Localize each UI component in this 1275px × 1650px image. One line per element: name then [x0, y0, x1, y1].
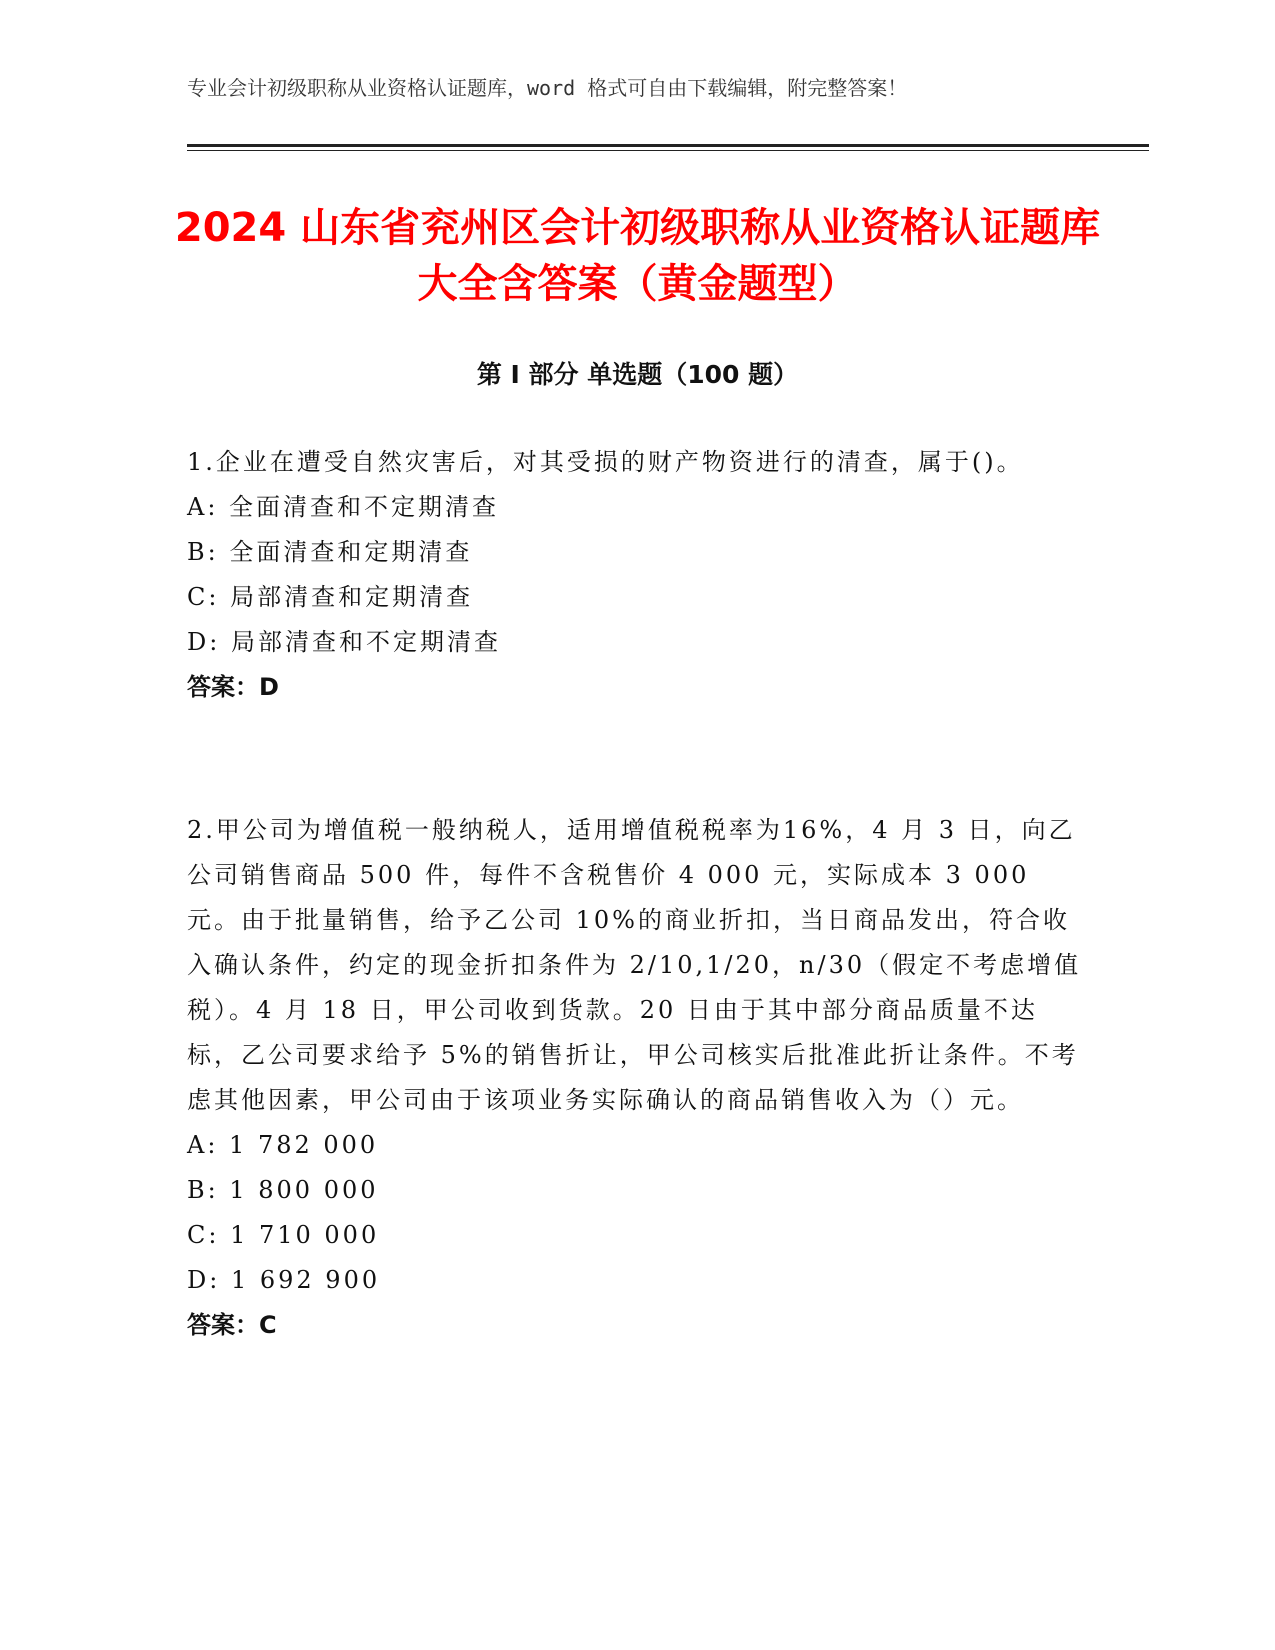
question-2: [187, 808, 1082, 1348]
answer: 答案：D: [187, 673, 279, 701]
section-title: 第 I 部分 单选题（100 题）: [476, 360, 799, 389]
option-b: B: 全面清查和定期清查: [187, 538, 473, 566]
option-d: D: 1 692 900: [187, 1266, 381, 1294]
option-a: A: 1 782 000: [187, 1131, 379, 1159]
answer: 答案：C: [187, 1311, 277, 1339]
header-divider-thick: [187, 144, 1149, 147]
question-stem: 1.企业在遭受自然灾害后，对其受损的财产物资进行的清查，属于()。: [187, 448, 1024, 476]
question-stem: 2.甲公司为增值税一般纳税人，适用增值税税率为16%，4 月 3 日，向乙公司销售商品 500 件，每件不含税售价 4 000 元，实际成本 3 000 元。由于批量销售，给予乙公司 10%的商业折扣，当日商品发出，符合收入确认条件，约定的现金折扣条件为 2/10,1/20，n/30（假定不考虑增值税）。4 月 18 日，甲公司收到货款。20 日由于其中部分商品质量不达标，乙公司要求给予 5%的销售折让，甲公司核实后批准此折让条件。不考虑其他因素，甲公司由于该项业务实际确认的商品销售收入为（）元。: [187, 816, 1082, 1114]
option-c: C: 局部清查和定期清查: [187, 583, 474, 611]
option-a: A: 全面清查和不定期清查: [187, 493, 500, 521]
option-c: C: 1 710 000: [187, 1221, 380, 1249]
page-header: 专业会计初级职称从业资格认证题库，word 格式可自由下载编辑，附完整答案！: [187, 76, 908, 100]
document-title: 2024 山东省兖州区会计初级职称从业资格认证题库大全含答案（黄金题型）: [174, 205, 1101, 307]
option-d: D: 局部清查和不定期清查: [187, 628, 501, 656]
header-divider-thin: [187, 150, 1149, 151]
question-1: [187, 440, 1082, 710]
option-b: B: 1 800 000: [187, 1176, 379, 1204]
